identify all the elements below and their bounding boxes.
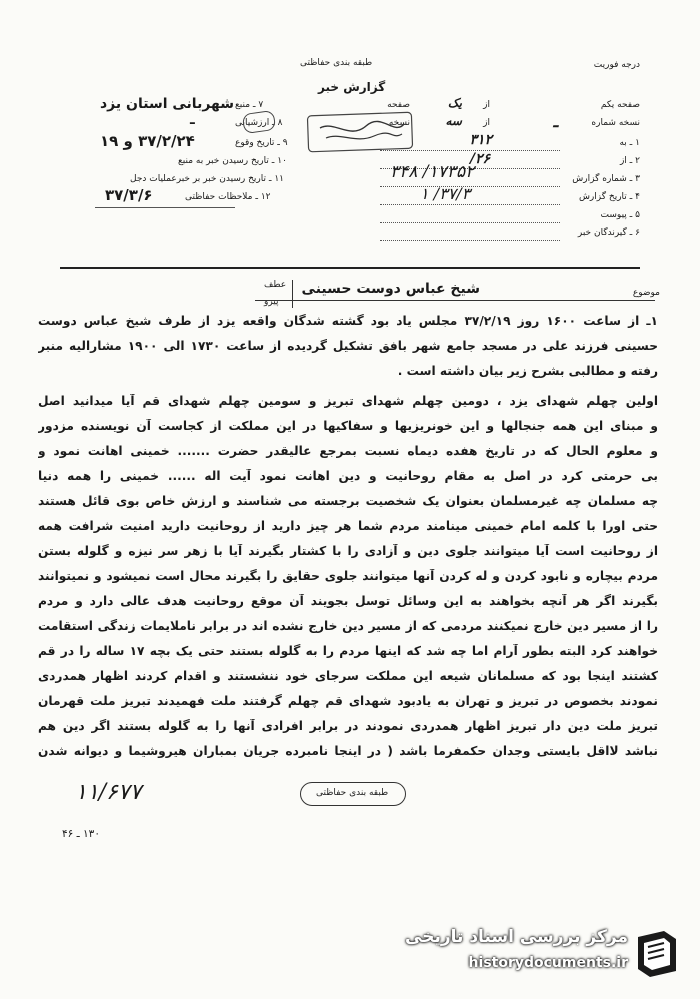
body-line: بگیرند اگر هر آنچه بخواهند به این وسائل توسل بجویند آن موقع روحانیت هدف عالی دارد و مردم <box>38 594 658 608</box>
field-from-value: ۲۶/ <box>469 151 490 167</box>
body-line: خواهند کرد البته بطور آرام اما چه شد که اینها مردم را به گلوله بستند حتی یک بچه ۱۷ ساله را در قم <box>38 644 658 658</box>
body-line: از روحانیت است آیا میتوانند جلوی دین و آزادی را با کشتار بگیرند آیا با زهر سر نیزه و گلوله بستن <box>38 544 658 558</box>
body-line: و معلوم الحال که در تاریخ هفده دیماه نسبت بمرجع عالیقدر حضرت ....... خمینی اهانت نمود و <box>38 444 658 458</box>
field-recipients-line <box>380 240 560 241</box>
field-source-label: ۷ ـ منبع <box>235 100 264 110</box>
header-divider <box>60 267 640 269</box>
report-title: گزارش خبر <box>318 80 386 94</box>
subject-underline <box>255 300 655 301</box>
page-from-label: از <box>483 100 490 110</box>
body-line: ۱ـ از ساعت ۱۶۰۰ روز ۳۷/۲/۱۹ مجلس یاد بود گشته شدگان واقعه یزد از طرف شیخ عباس دوست <box>38 314 658 328</box>
copy-number-label: نسخه شماره <box>591 118 640 128</box>
field-from-label: ۲ ـ از <box>619 156 640 166</box>
field-received-ops-label: ۱۱ ـ تاریخ رسیدن خبر بر خبرعملیات دجل <box>130 174 285 184</box>
report-date-handwritten: ۳۷/۳/ ۱ <box>420 184 471 203</box>
field-to-label: ۱ ـ به <box>619 138 640 148</box>
watermark-logo <box>384 923 684 985</box>
degree-label: درجه فوریت <box>593 60 640 70</box>
body-line: نباشد لااقل بایستی وجدان حکمفرما باشد ( در اینجا نامبرده جریان بمباران هیروشیما و دیوانه شدن <box>38 744 658 758</box>
body-line: بی حرمتی کرد در اصل به مقام روحانیت و دین اهانت نمود آیت اله ...... خمینی را همه دنیا <box>38 469 658 483</box>
body-line: حتی اورا با کلمه امام خمینی مینامند مردم شما هر چیز دارید از روحانیت دارید امنیت شرافت همه <box>38 519 658 533</box>
field-attachment-line <box>380 222 560 223</box>
copy-number-handwritten: ـ <box>553 112 558 131</box>
body-line: مردم بیچاره و نابود کردن و له کردن آنها میتوانند جلوی حقایق را بگیرند محال است نمیشود و نمیتوانند <box>38 569 658 583</box>
footer-handwritten-number: ۱۱/۶۷۷ <box>75 780 142 805</box>
field-recipients-label: ۶ ـ گیرندگان خبر <box>577 228 640 238</box>
field-report-number-label: ۳ ـ شماره گزارش <box>572 174 640 184</box>
page-total-value: یک <box>447 96 462 110</box>
watermark-title: مرکز بررسی اسناد تاریخی <box>405 927 628 947</box>
field-event-date-label: ۹ ـ تاریخ وقوع <box>235 138 288 148</box>
left-fields-underline <box>95 207 235 208</box>
body-line: را از مسیر دین خارج نمیکنند مردمی که از مسیر دین خارج نشده اند در برابر ناملایمات زندگی استقامت <box>38 619 658 633</box>
subject-label: موضوع <box>632 288 660 298</box>
field-received-source-label: ۱۰ ـ تاریخ رسیدن خبر به منبع <box>178 156 287 166</box>
body-line: اولین چهلم شهدای یزد ، دومین چهلم شهدای تبریز و سومین چهلم شهدای قم آیا میدانید اصل <box>38 394 658 408</box>
field-source-value: شهربانی استان یزد <box>100 96 235 112</box>
field-security-notes-value: ۳۷/۳/۶ <box>105 186 153 204</box>
body-line: رفته و مطالبی بشرح زیر بیان داشته است . <box>397 364 658 378</box>
copy-suffix: نسخه <box>388 118 410 128</box>
ink-stamp-box <box>306 110 416 156</box>
body-line: چه مسلمان چه غیرمسلمان بعنوان یک شخصیت برجسته می شناسند و ارزش خاص بوی قائل هستند <box>38 494 658 508</box>
page-suffix: صفحه <box>387 100 410 110</box>
copy-from-label: از <box>483 118 490 128</box>
subject-value: شیخ عباس دوست حسینی <box>301 281 480 297</box>
field-report-date-line <box>380 204 560 205</box>
body-line: تبریز ملت دین دار تبریز اظهار همدردی نمودند در برابر افرادی آنها را به گلوله بستند اگر دین هم <box>38 719 658 733</box>
field-to-value: ۳۱۲ <box>469 132 492 148</box>
archive-emblem-icon <box>634 929 680 979</box>
footer-form-code: ۱۳۰ ـ ۴۶ <box>62 828 100 840</box>
page-number-label: صفحه یکم <box>600 100 640 110</box>
watermark-url: historydocuments.ir <box>468 955 628 971</box>
body-line: کشتند اینجا بود که مسلمانان شیعه این مملکت سرجای خود ننشستند و اقدام کردند اظهار همدردی <box>38 669 658 683</box>
ataf-label: عطف <box>264 280 287 290</box>
footer-classification-label: طبقه بندی حفاظتی <box>316 788 389 798</box>
field-event-date-value: ۳۷/۲/۲۴ و ۱۹ <box>100 132 195 150</box>
body-line: و مبنای این همه جنجالها و این خونریزیها و سفاکیها در این مملکت از کجاست آن نویسنده مزدور <box>38 419 658 433</box>
body-line: نمودند بخصوص در تبریز و تهران به یادبود شهدای قم چهلم گرفتند ملت فهمیدند تبریز ملت قهرمان <box>38 694 658 708</box>
evaluation-stamp <box>242 110 276 134</box>
peyro-label: پیرو <box>264 297 279 307</box>
field-report-date-label: ۴ ـ تاریخ گزارش <box>578 192 640 202</box>
classification-label-top: طبقه بندی حفاظتی <box>300 58 373 68</box>
field-evaluation-label: ۸ ـ ارزشیابی <box>235 118 283 128</box>
field-attachment-label: ۵ ـ پیوست <box>600 210 640 220</box>
source-dash: ـ <box>190 112 195 128</box>
report-number-handwritten: ۱۷۳۵۲/ ۳۴۸ <box>390 162 475 182</box>
body-line: حسینی فرزند علی در مسجد جامع شهر بافق تشکیل گردیده از ساعت ۱۷۳۰ الی ۱۹۰۰ مشارالیه منبر <box>38 339 658 353</box>
field-security-notes-label: ۱۲ ـ ملاحظات حفاظتی <box>185 192 271 202</box>
copy-total-value: سه <box>445 114 462 128</box>
subject-separator <box>292 280 293 308</box>
